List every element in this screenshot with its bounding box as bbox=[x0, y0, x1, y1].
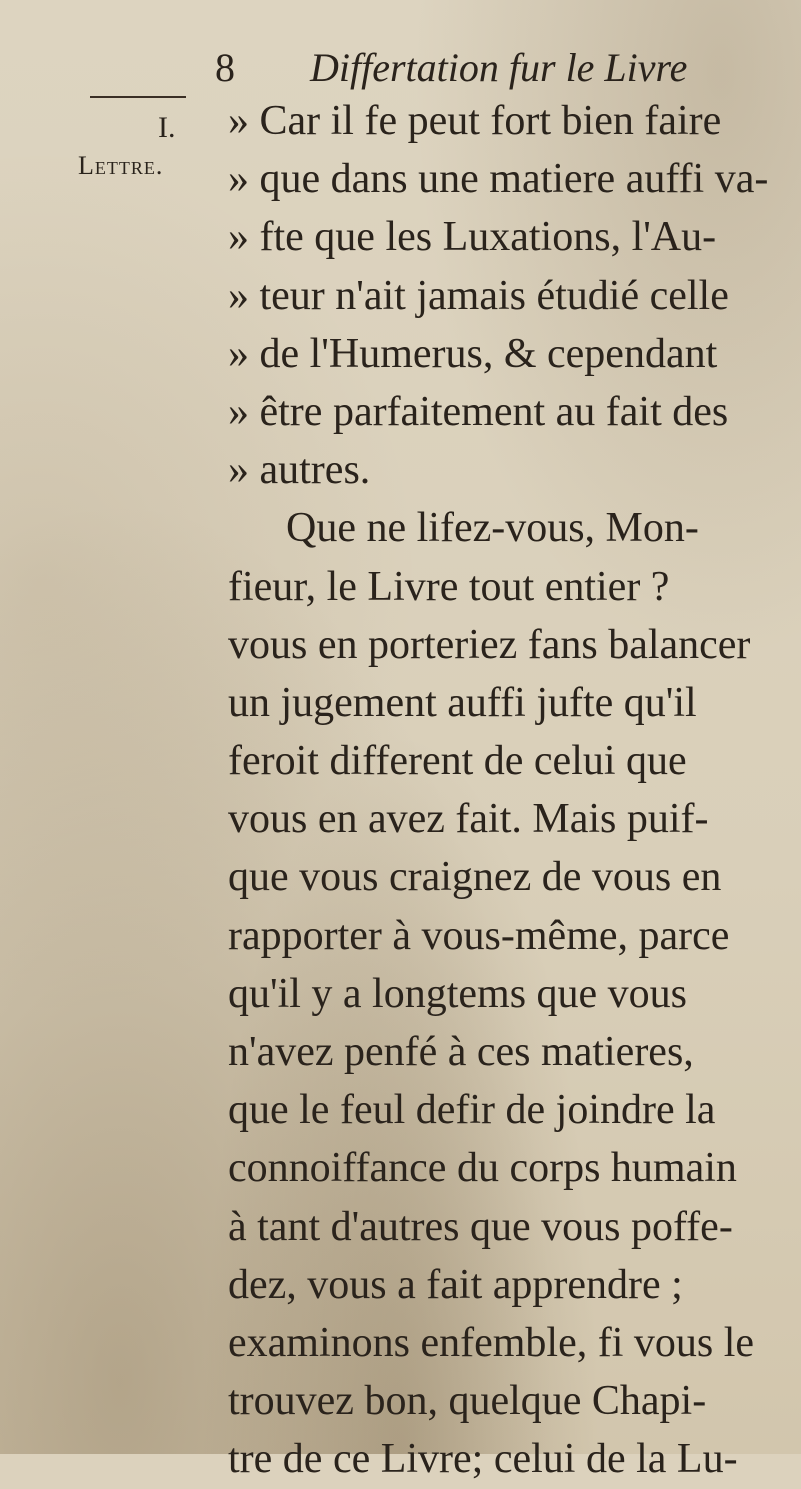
margin-number: I. bbox=[158, 111, 176, 144]
text-line: Que ne lifez-vous, Mon- bbox=[286, 505, 699, 552]
page-number: 8 bbox=[215, 45, 235, 90]
running-title: Differtation fur le Livre bbox=[310, 45, 688, 90]
text-line: à tant d'autres que vous poffe- bbox=[228, 1203, 733, 1250]
text-line: rapporter à vous-même, parce bbox=[228, 912, 730, 959]
text-line: » de l'Humerus, & cependant bbox=[228, 330, 718, 377]
body-text bbox=[228, 92, 788, 1489]
text-line: vous en porteriez fans balancer bbox=[228, 621, 751, 668]
text-line: connoiffance du corps humain bbox=[228, 1145, 737, 1192]
text-line: » que dans une matiere auffi va- bbox=[228, 156, 769, 203]
text-line: examinons enfemble, fi vous le bbox=[228, 1319, 755, 1366]
text-line: qu'il y a longtems que vous bbox=[228, 970, 688, 1017]
margin-rule bbox=[90, 96, 186, 98]
page-header bbox=[215, 40, 775, 96]
text-line: » être parfaitement au fait des bbox=[228, 388, 729, 435]
text-line: que vous craignez de vous en bbox=[228, 854, 722, 901]
text-line: que le feul defir de joindre la bbox=[228, 1087, 716, 1134]
text-line: un jugement auffi jufte qu'il bbox=[228, 679, 697, 726]
text-line: dez, vous a fait apprendre ; bbox=[228, 1261, 683, 1308]
text-line: » teur n'ait jamais étudié celle bbox=[228, 272, 729, 319]
text-line: » Car il fe peut fort bien faire bbox=[228, 98, 722, 144]
text-line: n'avez penfé à ces matieres, bbox=[228, 1029, 694, 1075]
text-line: feroit different de celui que bbox=[228, 738, 687, 785]
margin-label: Lettre. bbox=[78, 151, 164, 180]
text-line: tre de ce Livre; celui de la Lu- bbox=[228, 1436, 738, 1483]
text-line: » fte que les Luxations, l'Au- bbox=[228, 214, 717, 261]
text-line: fieur, le Livre tout entier ? bbox=[228, 563, 670, 610]
text-line: trouvez bon, quelque Chapi- bbox=[228, 1378, 707, 1425]
text-line: » autres. bbox=[228, 447, 371, 494]
text-line: vous en avez fait. Mais puif- bbox=[228, 796, 709, 843]
